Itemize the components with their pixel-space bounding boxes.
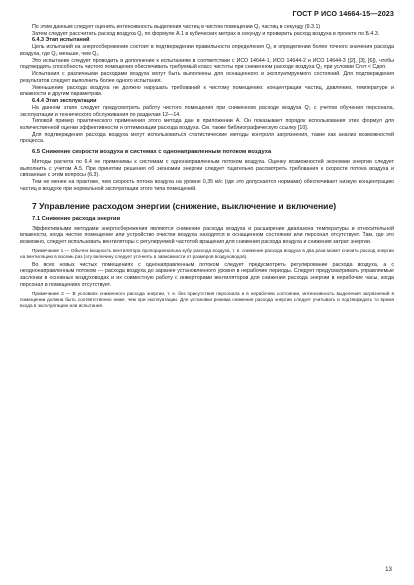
- paragraph: Испытания с различными расходами воздуха могут быть выполнены для оснащенного и эксплуатируемого состояний. Для подтверждения результатов следует выполнить более одного испытания.: [20, 71, 394, 84]
- section-heading-6-5: 6.5 Снижение скорости воздуха в системах с однонаправленным потоком воздуха: [32, 149, 272, 156]
- paragraph: Тем не менее на практике, чем скорость потока воздуха на уровне 0,35 м/с (где это допускается нормами) обеспечивает низкую концентрацию частиц в воздухе при нормальной эксплуатации этого типа помещений.: [20, 179, 394, 192]
- paragraph: Уменьшение расхода воздуха не должно нарушать требований к чистому помещению: концентрации частиц, давлению, температуре и влажности и другим параметрам.: [20, 84, 394, 98]
- paragraph: По этим данным следует оценить интенсивность выделения частиц в чистом помещении Q₁ частиц в секунду (9.3.1): [32, 24, 321, 30]
- paragraph: На данном этапе следует предусмотреть работу чистого помещения при сниженном расходе воздуха Q₂ с учетом обучения персонала, эксплуатации и технического обслуживания по разделам 12—14.: [20, 104, 394, 118]
- paragraph: Методы расчета по 6.4 не применимы к системам с однонаправленным потоком воздуха. Оценку возможностей экономии энергии следует выполнить с учетом А.5. При принятии решения об экономии энергии следует тщательно рассмотреть требования к скорости потока воздуха и связанные с этим вопросы (6.3).: [20, 159, 394, 179]
- section-heading-7: 7 Управление расходом энергии (снижение, выключение и включение): [32, 200, 337, 211]
- paragraph: Типовой пример практического применения этого метода дан в приложении А. Он показывает порядок использования этих формул для количественной оценки эффективности и оптимизации расхода воздуха. См. также библиографическую ссылку [10].: [20, 118, 394, 131]
- paragraph: Во всех новых чистых помещениях с однонаправленным потоком следует предусмотреть регулирование расхода воздуха, а с неоднонаправленным потоком — расхода воздуха до заранее установленного уровня в нерабочие периоды. Следует предусматривать управляемые заслонки в основных воздуховодах и их совместную работу с инверторами вентиляторов для снижения расхода энергии в нерабочие часы, когда персонал в помещениях отсутствует.: [20, 261, 394, 288]
- section-heading-7-1: 7.1 Снижение расхода энергии: [32, 215, 121, 222]
- page-header: ГОСТ Р ИСО 14664-15—2023: [292, 9, 394, 18]
- paragraph: Это испытание следует проводить в дополнение к испытаниям в соответствии с ИСО 14644-1, ИСО 14644-2 и ИСО 14644-3 ([2], [3], [6]), чтобы подтвердить способность чистого помещения обеспечивать требуемый класс чистоты при сниженном расходе воздуха Q₂ при условии Cгот < Cдоп.: [20, 57, 394, 71]
- note: Примечание 1 — Обычно мощность вентилятора пропорциональна кубу расхода воздуха, т. е. снижение расхода воздуха в два раза может снизить расход энергии на вентиляцию в восемь раз (эту величину следует уточнять в зависимости от размеров воздуховодов).: [20, 247, 394, 259]
- paragraph: Затем следует рассчитать расход воздуха Q₁ по формуле А.1 в кубических метрах в секунду и проверить расход воздуха в проекте по Б.4.3.: [32, 30, 380, 37]
- paragraph: Цель испытаний на энергосбережение состоит в подтверждении правильности определения Q₁ и определении более точного значения расхода воздуха, где Q₂ меньше, чем Q₁.: [20, 44, 394, 58]
- page-content: [20, 24, 394, 309]
- section-heading-6-4-4: 6.4.4 Этап эксплуатации: [32, 97, 97, 104]
- paragraph: Эффективными методами энергосбережения являются снижение расхода воздуха и расширение диапазона температуры и относительной влажности, когда чистое помещение или устройство очистки воздуха находятся в оснащенном состоянии или персонал отсутствует. Там, где это возможно, следует использовать вентиляторы с регулируемой частотой вращения для снижения расхода воздуха и снижения затрат энергии.: [20, 225, 394, 245]
- section-heading-6-4-3: 6.4.3 Этап испытаний: [32, 37, 90, 44]
- paragraph: Для подтверждения расхода воздуха могут использоваться статистические методы контроля загрязнения, такие как анализ возможностей процесса.: [20, 131, 394, 145]
- page-number: 13: [385, 566, 392, 573]
- note: Примечание 2 — В условиях сниженного расхода энергии, т. е. без присутствия персонала и в нерабочем состоянии, интенсивность выделения загрязнений в помещении должна быть соответственно ниже, чем при эксплуатации. Для установки режима снижения расхода энергии следует учитывать и подтверждать то время входа в эксплуатацию или испытания.: [20, 290, 394, 308]
